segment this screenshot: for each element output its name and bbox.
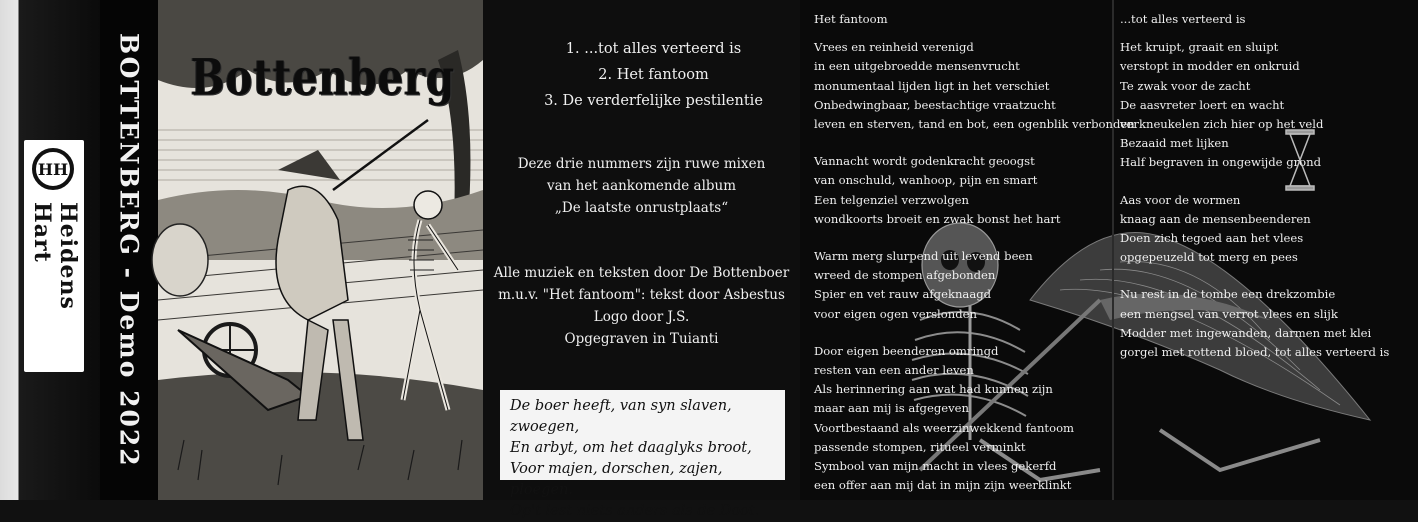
label-box xyxy=(24,140,84,372)
lyric-line: wreed de stompen afgebonden xyxy=(814,268,996,283)
stanza xyxy=(1120,38,1389,172)
song-title: ...tot alles verteerd is xyxy=(1120,12,1246,26)
lyric-line: in een uitgebroedde mensenvrucht xyxy=(814,59,1020,74)
stanza xyxy=(814,152,1135,229)
lyric-line: passende stompen, ritueel verminkt xyxy=(814,439,1026,454)
band-logo: Bottenberg xyxy=(190,48,456,107)
spine-title: BOTTENBERG - Demo 2022 xyxy=(114,32,144,468)
track-item: 1. ...tot alles verteerd is xyxy=(565,41,742,57)
lyric-line: verstopt in modder en onkruid xyxy=(1120,59,1300,74)
lyrics-panel xyxy=(800,0,1418,500)
lyric-line: gorgel met rottend bloed, tot alles verteerd is xyxy=(1120,345,1390,360)
track-item: 2. Het fantoom xyxy=(598,67,709,83)
description-line: „De laatste onrustplaats“ xyxy=(554,200,729,216)
stanza xyxy=(814,342,1135,496)
lyric-line: Als herinnering aan wat had kunnen zijn xyxy=(814,382,1053,397)
tracklist-panel xyxy=(483,0,800,519)
spine-panel xyxy=(100,0,158,500)
lyric-line: resten van een ander leven xyxy=(814,363,974,378)
lyric-line: Doen zich tegoed aan het vlees xyxy=(1120,231,1304,246)
lyric-line: Nu rest in de tombe een drekzombie xyxy=(1120,287,1336,302)
lyric-line: Onbedwingbaar, beestachtige vraatzucht xyxy=(814,97,1056,112)
lyric-line: De aasvreter loert en wacht xyxy=(1120,97,1285,112)
song-title: Het fantoom xyxy=(814,12,888,26)
release-description xyxy=(483,153,800,219)
lyric-line: verkneukelen zich hier op het veld xyxy=(1120,117,1324,132)
credit-line: m.u.v. "Het fantoom": tekst door Asbestus xyxy=(498,287,785,303)
lyric-line: Te zwak voor de zacht xyxy=(1120,78,1251,93)
lyric-line: voor eigen ogen verslonden xyxy=(814,306,977,321)
lyric-line: leven en sterven, tand en bot, een ogenblik verbonden xyxy=(814,117,1135,132)
lyric-line: wondkoorts broeit en zwak bonst het hart xyxy=(814,211,1061,226)
lyric-line: Vannacht wordt godenkracht geoogst xyxy=(814,154,1035,169)
stanza xyxy=(814,247,1135,324)
quote-line: En arbyt, om het daaglyks broot, xyxy=(510,440,752,456)
lyric-line: Modder met ingewanden, darmen met klei xyxy=(1120,325,1372,340)
lyric-line: Het kruipt, graait en sluipt xyxy=(1120,40,1279,55)
lyric-line: knaag aan de mensenbeenderen xyxy=(1120,211,1311,226)
quote-line: Voor majen, dorschen, zajen, ploegen. xyxy=(510,461,723,498)
lyric-line: een offer aan mij dat in mijn zijn weerklinkt xyxy=(814,478,1072,493)
description-line: Deze drie nummers zijn ruwe mixen xyxy=(517,156,766,172)
credits xyxy=(483,262,800,350)
label-logo-icon: HH xyxy=(32,148,74,190)
outer-panel xyxy=(0,0,100,500)
lyric-line: Warm merg slurpend uit levend been xyxy=(814,249,1033,264)
stanza xyxy=(814,38,1135,134)
front-cover xyxy=(158,0,483,500)
lyrics-tot-alles-verteerd-is xyxy=(1120,10,1389,380)
label-name: Heidens Hart xyxy=(29,202,81,310)
lyric-line: Een telgenziel verzwolgen xyxy=(814,192,969,207)
stanza xyxy=(1120,285,1389,362)
lyrics-het-fantoom xyxy=(814,10,1135,513)
quote-line: De boer heeft, van syn slaven, zwoegen, xyxy=(510,398,732,435)
lyric-line: een mengsel van verrot vlees en slijk xyxy=(1120,306,1338,321)
stanza xyxy=(1120,191,1389,268)
lyric-line: Door eigen beenderen omringd xyxy=(814,343,999,358)
lyric-line: maar aan mij is afgegeven xyxy=(814,401,969,416)
lyric-line: Spier en vet rauw afgeknaagd xyxy=(814,287,992,302)
lyric-line: van onschuld, wanhoop, pijn en smart xyxy=(814,173,1038,188)
lyric-line: monumentaal lijden ligt in het verschiet xyxy=(814,78,1050,93)
lyric-line: Half begraven in ongewijde grond xyxy=(1120,155,1322,170)
lyric-line: Voortbestaand als weerzinwekkend fantoom xyxy=(814,420,1075,435)
lyric-line: Symbool van mijn macht in vlees gekerfd xyxy=(814,459,1057,474)
lyric-line: Vrees en reinheid verenigd xyxy=(814,40,974,55)
credit-line: Logo door J.S. xyxy=(593,309,690,325)
track-item: 3. De verderfelijke pestilentie xyxy=(544,93,763,109)
verse-quote xyxy=(500,390,785,519)
tracklist xyxy=(483,36,800,114)
credit-line: Opgegraven in Tuianti xyxy=(564,331,719,347)
lyric-line: Aas voor de wormen xyxy=(1120,192,1241,207)
lyric-line: Bezaaid met lijken xyxy=(1120,136,1229,151)
lyric-line: opgepeuzeld tot merg en pees xyxy=(1120,250,1298,265)
credit-line: Alle muziek en teksten door De Bottenboer xyxy=(493,265,790,281)
quote-line: Op't lest niets anders als de Doot. xyxy=(510,503,760,519)
description-line: van het aankomende album xyxy=(546,178,737,194)
